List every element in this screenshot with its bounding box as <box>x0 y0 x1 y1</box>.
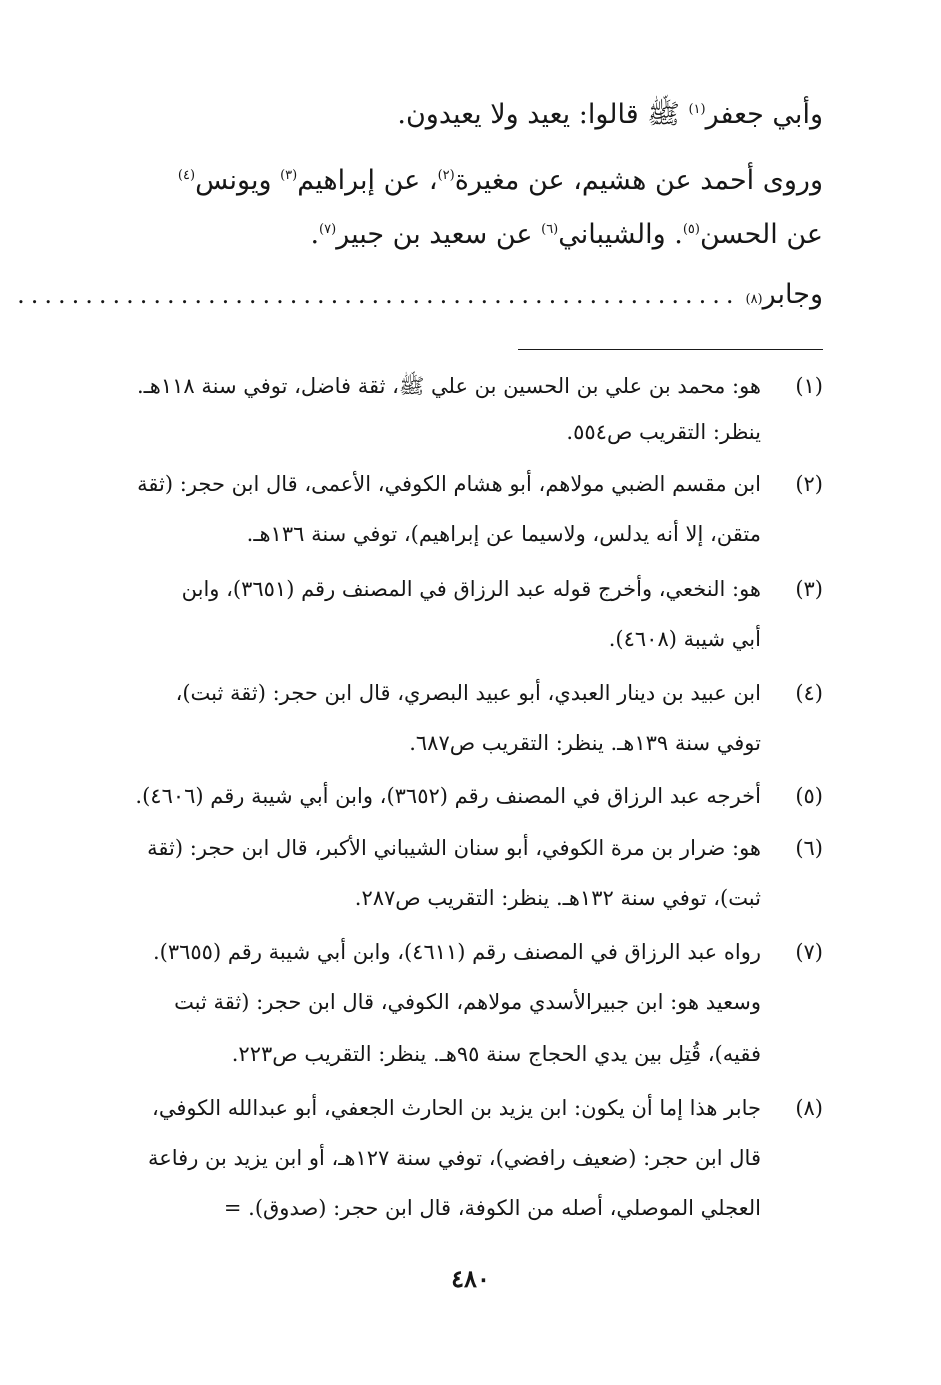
main-text-segment: وروى أحمد عن هشيم، عن مغيرة <box>454 165 823 196</box>
footnote-line: أخرجه عبد الرزاق في المصنف رقم (٣٦٥٢)، وابن أبي شيبة رقم (٤٦٠٦). <box>135 784 761 808</box>
footnote-line: جابر هذا إما أن يكون: ابن يزيد بن الحارث الجعفي، أبو عبدالله الكوفي، <box>152 1096 761 1120</box>
main-text-segment: ، عن إبراهيم <box>297 165 438 196</box>
footnote-line: متقن، إلا أنه يدلس، ولاسيما عن إبراهيم)، توفي سنة ١٣٦هـ. <box>246 522 761 546</box>
main-line-3 <box>310 220 823 250</box>
footnote-number: (٨) <box>795 1096 823 1120</box>
footnote-number: (٣) <box>795 577 823 601</box>
footnote-ref-7: (٧) <box>319 222 337 237</box>
main-text-segment: عن سعيد بن جبير <box>336 219 542 250</box>
main-text-segment: وجابر <box>762 279 823 310</box>
main-text-segment: ﷺ قالوا: يعيد ولا يعيدون. <box>397 99 689 130</box>
main-line-1 <box>397 100 823 130</box>
main-line-4: وجابر (٨) ..................................................... <box>17 279 823 310</box>
footnote-number: (٧) <box>795 940 823 964</box>
footnote-ref-4: (٤) <box>177 168 196 183</box>
footnote-line: أبي شيبة (٤٦٠٨). <box>608 627 761 651</box>
main-text-segment: . <box>310 219 320 250</box>
footnote-line: ابن عبيد بن دينار العبدي، أبو عبيد البصري، قال ابن حجر: (ثقة ثبت)، <box>175 681 761 705</box>
footnote-number: (٢) <box>795 472 823 496</box>
main-text-segment: وأبي جعفر <box>705 99 823 130</box>
footnote-ref-3: (٣) <box>280 168 298 183</box>
footnote-line: وسعيد هو: ابن جبيرالأسدي مولاهم، الكوفي، قال ابن حجر: (ثقة ثبت <box>174 990 761 1014</box>
footnote-line: ثبت)، توفي سنة ١٣٢هـ. ينظر: التقريب ص٢٨٧. <box>354 886 761 910</box>
footnote-line: قال ابن حجر: (ضعيف رافضي)، توفي سنة ١٢٧هـ، أو ابن يزيد بن رفاعة <box>147 1146 761 1170</box>
continuation-dots: ..................................................... <box>17 281 740 309</box>
footnote-ref-6: (٦) <box>541 222 559 237</box>
main-line-2 <box>178 166 823 196</box>
footnote-number: (١) <box>795 374 823 398</box>
footnote-number: (٦) <box>795 836 823 860</box>
footnote-line: هو: النخعي، وأخرج قوله عبد الرزاق في المصنف رقم (٣٦٥١)، وابن <box>181 577 761 601</box>
footnote-line: العجلي الموصلي، أصله من الكوفة، قال ابن حجر: (صدوق). = <box>223 1196 761 1220</box>
footnote-line: ينظر: التقريب ص٥٥٤. <box>566 420 761 444</box>
footnote-line: ابن مقسم الضبي مولاهم، أبو هشام الكوفي، الأعمى، قال ابن حجر: (ثقة <box>137 472 761 496</box>
main-text-segment: عن الحسن <box>699 219 823 250</box>
footnote-ref-2: (٢) <box>437 168 455 183</box>
footnote-ref-1: (١) <box>688 102 706 117</box>
footnote-line: توفي سنة ١٣٩هـ. ينظر: التقريب ص٦٨٧. <box>409 731 761 755</box>
footnote-line: فقيه)، قُتِل بين يدي الحجاج سنة ٩٥هـ. ينظر: التقريب ص٢٢٣. <box>231 1042 761 1066</box>
footnote-line: هو: ضرار بن مرة الكوفي، أبو سنان الشيباني الأكبر، قال ابن حجر: (ثقة <box>147 836 761 860</box>
main-text-segment: . والشيباني <box>558 219 683 250</box>
footnote-line: رواه عبد الرزاق في المصنف رقم (٤٦١١)، وابن أبي شيبة رقم (٣٦٥٥). <box>152 940 761 964</box>
page-number: ٤٨٠ <box>451 1264 490 1293</box>
footnote-number: (٤) <box>795 681 823 705</box>
footnote-separator <box>518 349 823 350</box>
main-text-segment: ويونس <box>195 165 281 196</box>
footnote-number: (٥) <box>795 784 823 808</box>
footnote-ref-5: (٥) <box>682 222 700 237</box>
footnote-line: هو: محمد بن علي بن الحسين بن علي ﷺ، ثقة فاضل، توفي سنة ١١٨هـ. <box>136 374 761 398</box>
